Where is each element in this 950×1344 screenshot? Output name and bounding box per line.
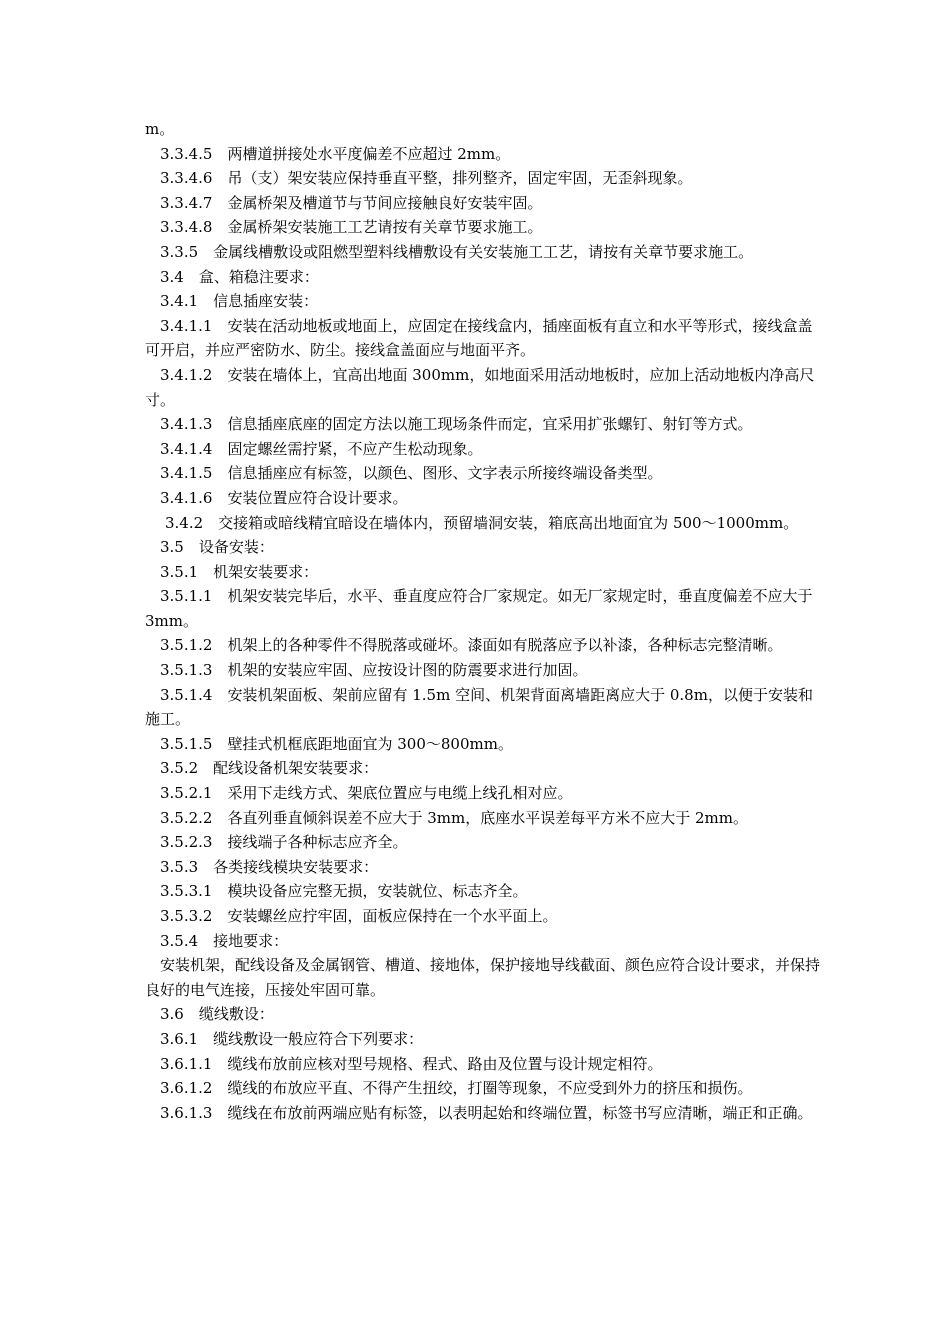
paragraph: 3.5.1.4 安装机架面板、架前应留有 1.5m 空间、机架背面离墙距离应大于 0.8m，以便于安装和施工。: [145, 685, 813, 729]
paragraph: 3.4.1.4 固定螺丝需拧紧，不应产生松动现象。: [160, 439, 483, 458]
paragraph: 3.5.2.2 各直列垂直倾斜误差不应大于 3mm，底座水平误差每平方米不应大于 2mm。: [160, 808, 748, 827]
paragraph: 3.3.5 金属线槽敷设或阻燃型塑料线槽敷设有关安装施工工艺，请按有关章节要求施工。: [160, 242, 754, 261]
subsection-heading: 3.6.1 缆线敷设一般应符合下列要求：: [160, 1029, 424, 1048]
paragraph: 3.5.1.1 机架安装完毕后，水平、垂直度应符合厂家规定。如无厂家规定时，垂直度偏差不应大于 3mm。: [145, 587, 813, 630]
paragraph: 3.4.1.5 信息插座应有标签，以颜色、图形、文字表示所接终端设备类型。: [160, 464, 663, 483]
subsection-heading: 3.5.1 机架安装要求：: [160, 562, 319, 581]
paragraph: 3.4.1.2 安装在墙体上，宜高出地面 300mm，如地面采用活动地板时，应加上活动地板内净高尺寸。: [145, 365, 815, 409]
paragraph: 3.3.4.5 两槽道拼接处水平度偏差不应超过 2mm。: [160, 144, 511, 163]
paragraph: 3.5.1.2 机架上的各种零件不得脱落或碰坏。漆面如有脱落应予以补漆，各种标志完整清晰。: [160, 636, 783, 655]
section-heading: 3.6 缆线敷设：: [160, 1005, 274, 1024]
paragraph: 3.5.1.5 壁挂式机框底距地面宜为 300～800mm。: [160, 734, 513, 753]
paragraph: 3.3.4.8 金属桥架安装施工工艺请按有关章节要求施工。: [160, 218, 543, 237]
paragraph: 3.3.4.6 吊（支）架安装应保持垂直平整，排列整齐，固定牢固，无歪斜现象。: [160, 169, 693, 188]
document-body: [145, 117, 820, 1125]
paragraph: 3.5.2.3 接线端子各种标志应齐全。: [160, 833, 408, 852]
subsection-heading: 3.5.4 接地要求：: [160, 931, 289, 950]
paragraph: 3.5.3.2 安装螺丝应拧牢固，面板应保持在一个水平面上。: [160, 907, 558, 925]
paragraph: 3.3.4.7 金属桥架及槽道节与节间应接触良好安装牢固。: [160, 193, 543, 212]
paragraph: 3.6.1.3 缆线在布放前两端应贴有标签，以表明起始和终端位置，标签书写应清晰，端正和正确。: [160, 1103, 813, 1122]
paragraph: 安装机架，配线设备及金属钢管、槽道、接地体，保护接地导线截面、颜色应符合设计要求，并保持良好的电气连接，压接处牢固可靠。: [145, 956, 821, 999]
paragraph: 3.4.2 交接箱或暗线精宜暗设在墙体内，预留墙洞安装，箱底高出地面宜为 500～1000mm。: [165, 513, 799, 532]
paragraph: 3.6.1.2 缆线的布放应平直、不得产生扭绞，打圈等现象，不应受到外力的挤压和损伤。: [160, 1079, 753, 1098]
paragraph: 3.5.1.3 机架的安装应牢固、应按设计图的防震要求进行加固。: [160, 661, 588, 680]
paragraph: 3.5.2.1 采用下走线方式、架底位置应与电缆上线孔相对应。: [160, 784, 573, 803]
paragraph: 3.5.3.1 模块设备应完整无损，安装就位、标志齐全。: [160, 882, 528, 901]
paragraph: 3.6.1.1 缆线布放前应核对型号规格、程式、路由及位置与设计规定相符。: [160, 1054, 663, 1073]
section-heading: 3.4 盒、箱稳注要求：: [160, 267, 319, 286]
paragraph: m。: [145, 120, 175, 138]
section-heading: 3.5 设备安装：: [160, 538, 274, 557]
subsection-heading: 3.5.2 配线设备机架安装要求：: [160, 759, 379, 778]
paragraph: 3.4.1.6 安装位置应符合设计要求。: [160, 488, 408, 507]
paragraph: 3.4.1.1 安装在活动地板或地面上，应固定在接线盒内，插座面板有直立和水平等形式，接线盒盖可开启，并应严密防水、防尘。接线盒盖面应与地面平齐。: [145, 316, 813, 360]
subsection-heading: 3.4.1 信息插座安装：: [160, 292, 319, 311]
subsection-heading: 3.5.3 各类接线模块安装要求：: [160, 857, 379, 876]
paragraph: 3.4.1.3 信息插座底座的固定方法以施工现场条件而定，宜采用扩张螺钉、射钉等方式。: [160, 415, 753, 434]
